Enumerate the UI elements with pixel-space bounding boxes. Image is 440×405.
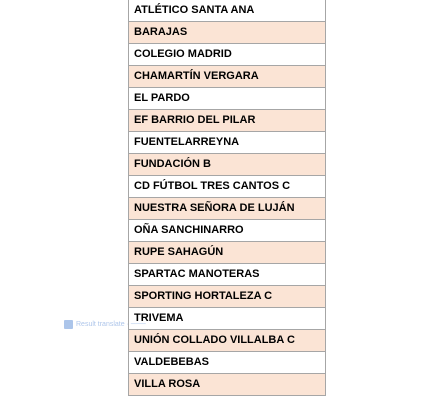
- table-row: [129, 154, 326, 176]
- table-row: [129, 220, 326, 242]
- team-name-cell: CHAMARTÍN VERGARA: [129, 66, 326, 88]
- team-name-cell: TRIVEMA: [129, 308, 326, 330]
- translate-overlay[interactable]: [64, 319, 146, 330]
- team-name-cell: BARAJAS: [129, 22, 326, 44]
- team-name-cell: FUENTELARREYNA: [129, 132, 326, 154]
- table-row: [129, 22, 326, 44]
- team-name-cell: EF BARRIO DEL PILAR: [129, 110, 326, 132]
- table-row: [129, 0, 326, 22]
- table-row: [129, 242, 326, 264]
- table-row: [129, 330, 326, 352]
- teams-table: [128, 0, 326, 396]
- table-row: [129, 110, 326, 132]
- table-row: [129, 198, 326, 220]
- team-name-cell: NUESTRA SEÑORA DE LUJÁN: [129, 198, 326, 220]
- table-row: [129, 132, 326, 154]
- table-row: [129, 66, 326, 88]
- table-row: [129, 374, 326, 396]
- team-name-cell: CD FÚTBOL TRES CANTOS C: [129, 176, 326, 198]
- team-name-cell: EL PARDO: [129, 88, 326, 110]
- team-name-cell: VALDEBEBAS: [129, 352, 326, 374]
- table-row: [129, 176, 326, 198]
- team-name-cell: UNIÓN COLLADO VILLALBA C: [129, 330, 326, 352]
- translate-icon: [64, 320, 73, 329]
- team-name-cell: VILLA ROSA: [129, 374, 326, 396]
- team-name-cell: COLEGIO MADRID: [129, 44, 326, 66]
- table-row: [129, 88, 326, 110]
- table-row: [129, 264, 326, 286]
- team-name-cell: ATLÉTICO SANTA ANA: [129, 0, 326, 22]
- team-name-cell: SPORTING HORTALEZA C: [129, 286, 326, 308]
- team-name-cell: RUPE SAHAGÚN: [129, 242, 326, 264]
- team-name-cell: FUNDACIÓN B: [129, 154, 326, 176]
- table-row: [129, 352, 326, 374]
- translate-overlay-text: Result translate · ───: [76, 321, 146, 328]
- team-name-cell: OÑA SANCHINARRO: [129, 220, 326, 242]
- table-row: [129, 44, 326, 66]
- table-row: [129, 308, 326, 330]
- table-row: [129, 286, 326, 308]
- team-name-cell: SPARTAC MANOTERAS: [129, 264, 326, 286]
